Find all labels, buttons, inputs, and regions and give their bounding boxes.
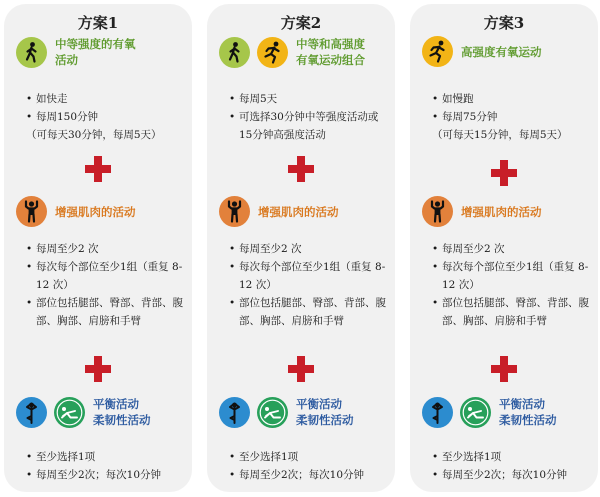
section-heading — [296, 36, 365, 68]
list-item: • 每周至少2次；每次10分钟 — [26, 466, 188, 484]
balance-section-header — [207, 396, 395, 428]
strongman-icon — [16, 196, 47, 227]
strongman-icon — [422, 196, 453, 227]
running-person-icon — [257, 37, 288, 68]
list-item: • 至少选择1项 — [229, 448, 391, 466]
section-heading-line: 中等和高强度 — [296, 37, 365, 51]
plan-card-2 — [207, 4, 395, 492]
list-item: （可每天30分钟，每周5天） — [26, 129, 162, 141]
section-heading: 增强肌肉的活动 — [258, 204, 339, 219]
walking-person-icon — [219, 37, 250, 68]
plus-icon — [288, 356, 314, 382]
plan-card-3 — [410, 4, 598, 492]
bullet-list — [26, 90, 188, 144]
list-item: • 每次每个部位至少1组（重复 8-12 次） — [26, 258, 188, 294]
plan-title: 方案1 — [77, 14, 119, 32]
aerobic-section-header — [410, 36, 598, 67]
bullet-list — [229, 448, 391, 484]
bullet-list — [229, 90, 391, 144]
muscle-section-header — [410, 196, 598, 227]
plus-icon — [288, 156, 314, 182]
list-item: • 可选择30分钟中等强度活动或15分钟高强度活动 — [229, 108, 391, 144]
running-person-icon — [422, 36, 453, 67]
plus-icon — [85, 356, 111, 382]
balance-section-header — [410, 396, 598, 428]
aerobic-section-header — [4, 36, 192, 68]
bullet-list — [432, 90, 594, 144]
muscle-section-header — [4, 196, 192, 227]
section-heading-line: 平衡活动 — [499, 397, 545, 411]
list-item: • 每周至少2 次 — [26, 240, 188, 258]
muscle-section-header — [207, 196, 395, 227]
list-item: （可每天15分钟，每周5天） — [432, 129, 568, 141]
tree-pose-icon — [16, 397, 47, 428]
list-item: • 至少选择1项 — [432, 448, 594, 466]
list-item: • 每周150分钟 — [26, 108, 188, 126]
section-heading — [296, 396, 354, 428]
list-item: • 每周至少2次；每次10分钟 — [229, 466, 391, 484]
bullet-list — [26, 240, 188, 330]
aerobic-section-header — [207, 36, 395, 68]
plus-icon — [85, 156, 111, 182]
section-heading-line: 高强度有氧运动 — [461, 44, 542, 59]
list-item: • 每次每个部位至少1组（重复 8-12 次） — [229, 258, 391, 294]
section-heading-line: 有氧运动组合 — [296, 53, 365, 67]
list-item: • 每周至少2次；每次10分钟 — [432, 466, 594, 484]
section-heading — [499, 396, 557, 428]
list-item: • 至少选择1项 — [26, 448, 188, 466]
plan-card-1 — [4, 4, 192, 492]
list-item: • 部位包括腿部、臀部、背部、腹部、胸部、肩膀和手臂 — [26, 294, 188, 330]
bullet-list — [432, 448, 594, 484]
bullet-list — [432, 240, 594, 330]
section-heading: 增强肌肉的活动 — [55, 204, 136, 219]
plan-title: 方案3 — [483, 14, 525, 32]
balance-section-header — [4, 396, 192, 428]
section-heading-line: 活动 — [55, 53, 78, 67]
list-item: • 部位包括腿部、臀部、背部、腹部、胸部、肩膀和手臂 — [229, 294, 391, 330]
list-item: • 部位包括腿部、臀部、背部、腹部、胸部、肩膀和手臂 — [432, 294, 594, 330]
list-item: • 每周5天 — [229, 90, 391, 108]
bullet-list — [26, 448, 188, 484]
section-heading-line: 柔韧性活动 — [296, 413, 354, 427]
tree-pose-icon — [422, 397, 453, 428]
stretching-person-icon — [257, 397, 288, 428]
stretching-person-icon — [460, 397, 491, 428]
stretching-person-icon — [54, 397, 85, 428]
section-heading: 增强肌肉的活动 — [461, 204, 542, 219]
section-heading-line: 柔韧性活动 — [93, 413, 151, 427]
list-item: • 如快走 — [26, 90, 188, 108]
list-item: • 如慢跑 — [432, 90, 594, 108]
section-heading — [93, 396, 151, 428]
section-heading-line: 平衡活动 — [93, 397, 139, 411]
bullet-list — [229, 240, 391, 330]
list-item: • 每周至少2 次 — [229, 240, 391, 258]
list-item: • 每周至少2 次 — [432, 240, 594, 258]
section-heading — [55, 36, 136, 68]
section-heading-line: 中等强度的有氧 — [55, 37, 136, 51]
tree-pose-icon — [219, 397, 250, 428]
list-item: • 每周75分钟 — [432, 108, 594, 126]
section-heading-line: 柔韧性活动 — [499, 413, 557, 427]
section-heading — [461, 44, 542, 60]
plan-title: 方案2 — [280, 14, 322, 32]
strongman-icon — [219, 196, 250, 227]
plus-icon — [491, 160, 517, 186]
section-heading-line: 平衡活动 — [296, 397, 342, 411]
plus-icon — [491, 356, 517, 382]
walking-person-icon — [16, 37, 47, 68]
list-item: • 每次每个部位至少1组（重复 8-12 次） — [432, 258, 594, 294]
